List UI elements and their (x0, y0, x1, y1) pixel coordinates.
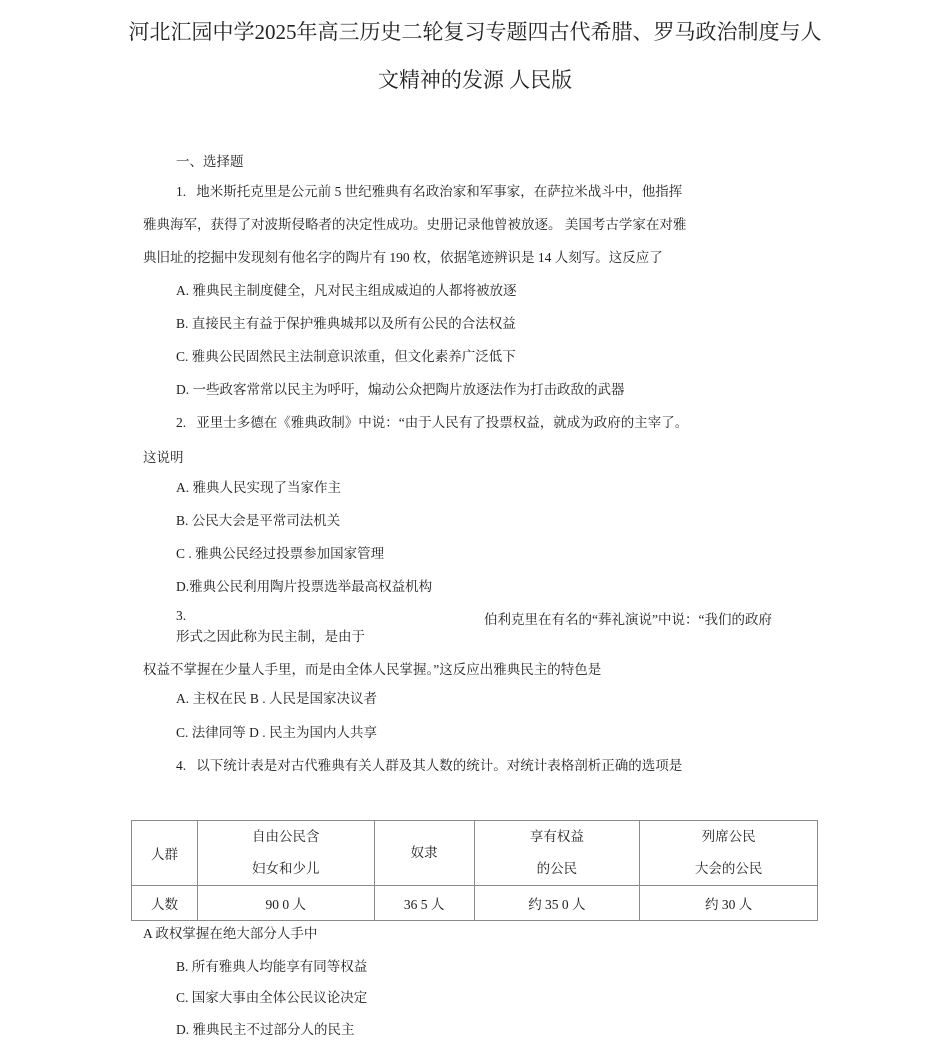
table-row-header: 人数 (132, 886, 198, 921)
option-3ab: A. 主权在民 B . 人民是国家决议者 (176, 691, 378, 706)
table-row (132, 886, 818, 921)
table-cell: 约 30 人 (640, 886, 818, 921)
option-4c: C. 国家大事由全体公民议论决定 (176, 990, 368, 1005)
table-header-cell: 奴隶 (374, 821, 474, 886)
question-number: 3. (176, 608, 187, 623)
table-header-cell: 列席公民 大会的公民 (640, 821, 818, 886)
option-1b: B. 直接民主有益于保护雅典城邦以及所有公民的合法权益 (176, 316, 516, 331)
document-title-line-2: 文精神的发源 人民版 (377, 68, 573, 92)
table-cell: 36 5 人 (374, 886, 474, 921)
option-1d: D. 一些政客常常以民主为呼吁，煽动公众把陶片放逐法作为打击政敌的武器 (176, 382, 625, 397)
section-heading: 一、选择题 (176, 154, 244, 169)
question-stem-line: 雅典海军，获得了对波斯侵略者的决定性成功。史册记录他曾被放逐。 美国考古学家在对雅 (143, 217, 687, 232)
table-row-header: 人群 (132, 821, 198, 886)
option-3cd: C. 法律同等 D . 民主为国内人共享 (176, 725, 378, 740)
table-row (132, 821, 818, 886)
question-number: 2. (176, 415, 187, 430)
question-4 (176, 754, 682, 774)
option-1a: A. 雅典民主制度健全，凡对民主组成威迫的人都将被放逐 (176, 283, 517, 298)
document-title-line-1: 河北汇园中学2025年高三历史二轮复习专题四古代希腊、罗马政治制度与人 (128, 20, 822, 44)
question-stem-line: 地米斯托克里是公元前 5 世纪雅典有名政治家和军事家，在萨拉米战斗中，他指挥 (196, 184, 683, 199)
question-2 (176, 411, 688, 431)
option-2b: B. 公民大会是平常司法机关 (176, 513, 341, 528)
statistics-table (131, 820, 818, 921)
question-1 (176, 180, 682, 200)
option-4b: B. 所有雅典人均能享有同等权益 (176, 959, 368, 974)
table-cell: 约 35 0 人 (474, 886, 640, 921)
question-stem-line: 伯利克里在有名的“葬礼演说”中说：“我们的政府 (484, 612, 772, 627)
question-stem-line: 亚里士多德在《雅典政制》中说：“由于人民有了投票权益，就成为政府的主宰了。 (196, 415, 689, 430)
table-header-cell: 享有权益 的公民 (474, 821, 640, 886)
option-2a: A. 雅典人民实现了当家作主 (176, 480, 341, 495)
table-cell: 90 0 人 (197, 886, 374, 921)
question-stem-line: 形式之因此称为民主制，是由于 (176, 629, 365, 644)
question-number: 4. (176, 758, 187, 773)
question-stem-line: 权益不掌握在少量人手里，而是由全体人民掌握。”这反应出雅典民主的特色是 (143, 662, 602, 677)
option-2c: C . 雅典公民经过投票参加国家管理 (176, 546, 385, 561)
table-header-cell: 自由公民含 妇女和少儿 (197, 821, 374, 886)
option-1c: C. 雅典公民固然民主法制意识浓重，但文化素养广泛低下 (176, 349, 516, 364)
question-stem-line: 这说明 (143, 450, 184, 465)
question-number: 1. (176, 184, 187, 199)
question-stem-line: 典旧址的挖掘中发现刻有他名字的陶片有 190 枚，依据笔迹辨识是 14 人刻写。这反应了 (143, 250, 663, 265)
option-4d: D. 雅典民主不过部分人的民主 (176, 1022, 355, 1037)
option-4a: A 政权掌握在绝大部分人手中 (143, 926, 318, 941)
option-2d: D.雅典公民利用陶片投票选举最高权益机构 (176, 579, 433, 594)
question-stem-line: 以下统计表是对古代雅典有关人群及其人数的统计。对统计表格剖析正确的选项是 (196, 758, 683, 773)
